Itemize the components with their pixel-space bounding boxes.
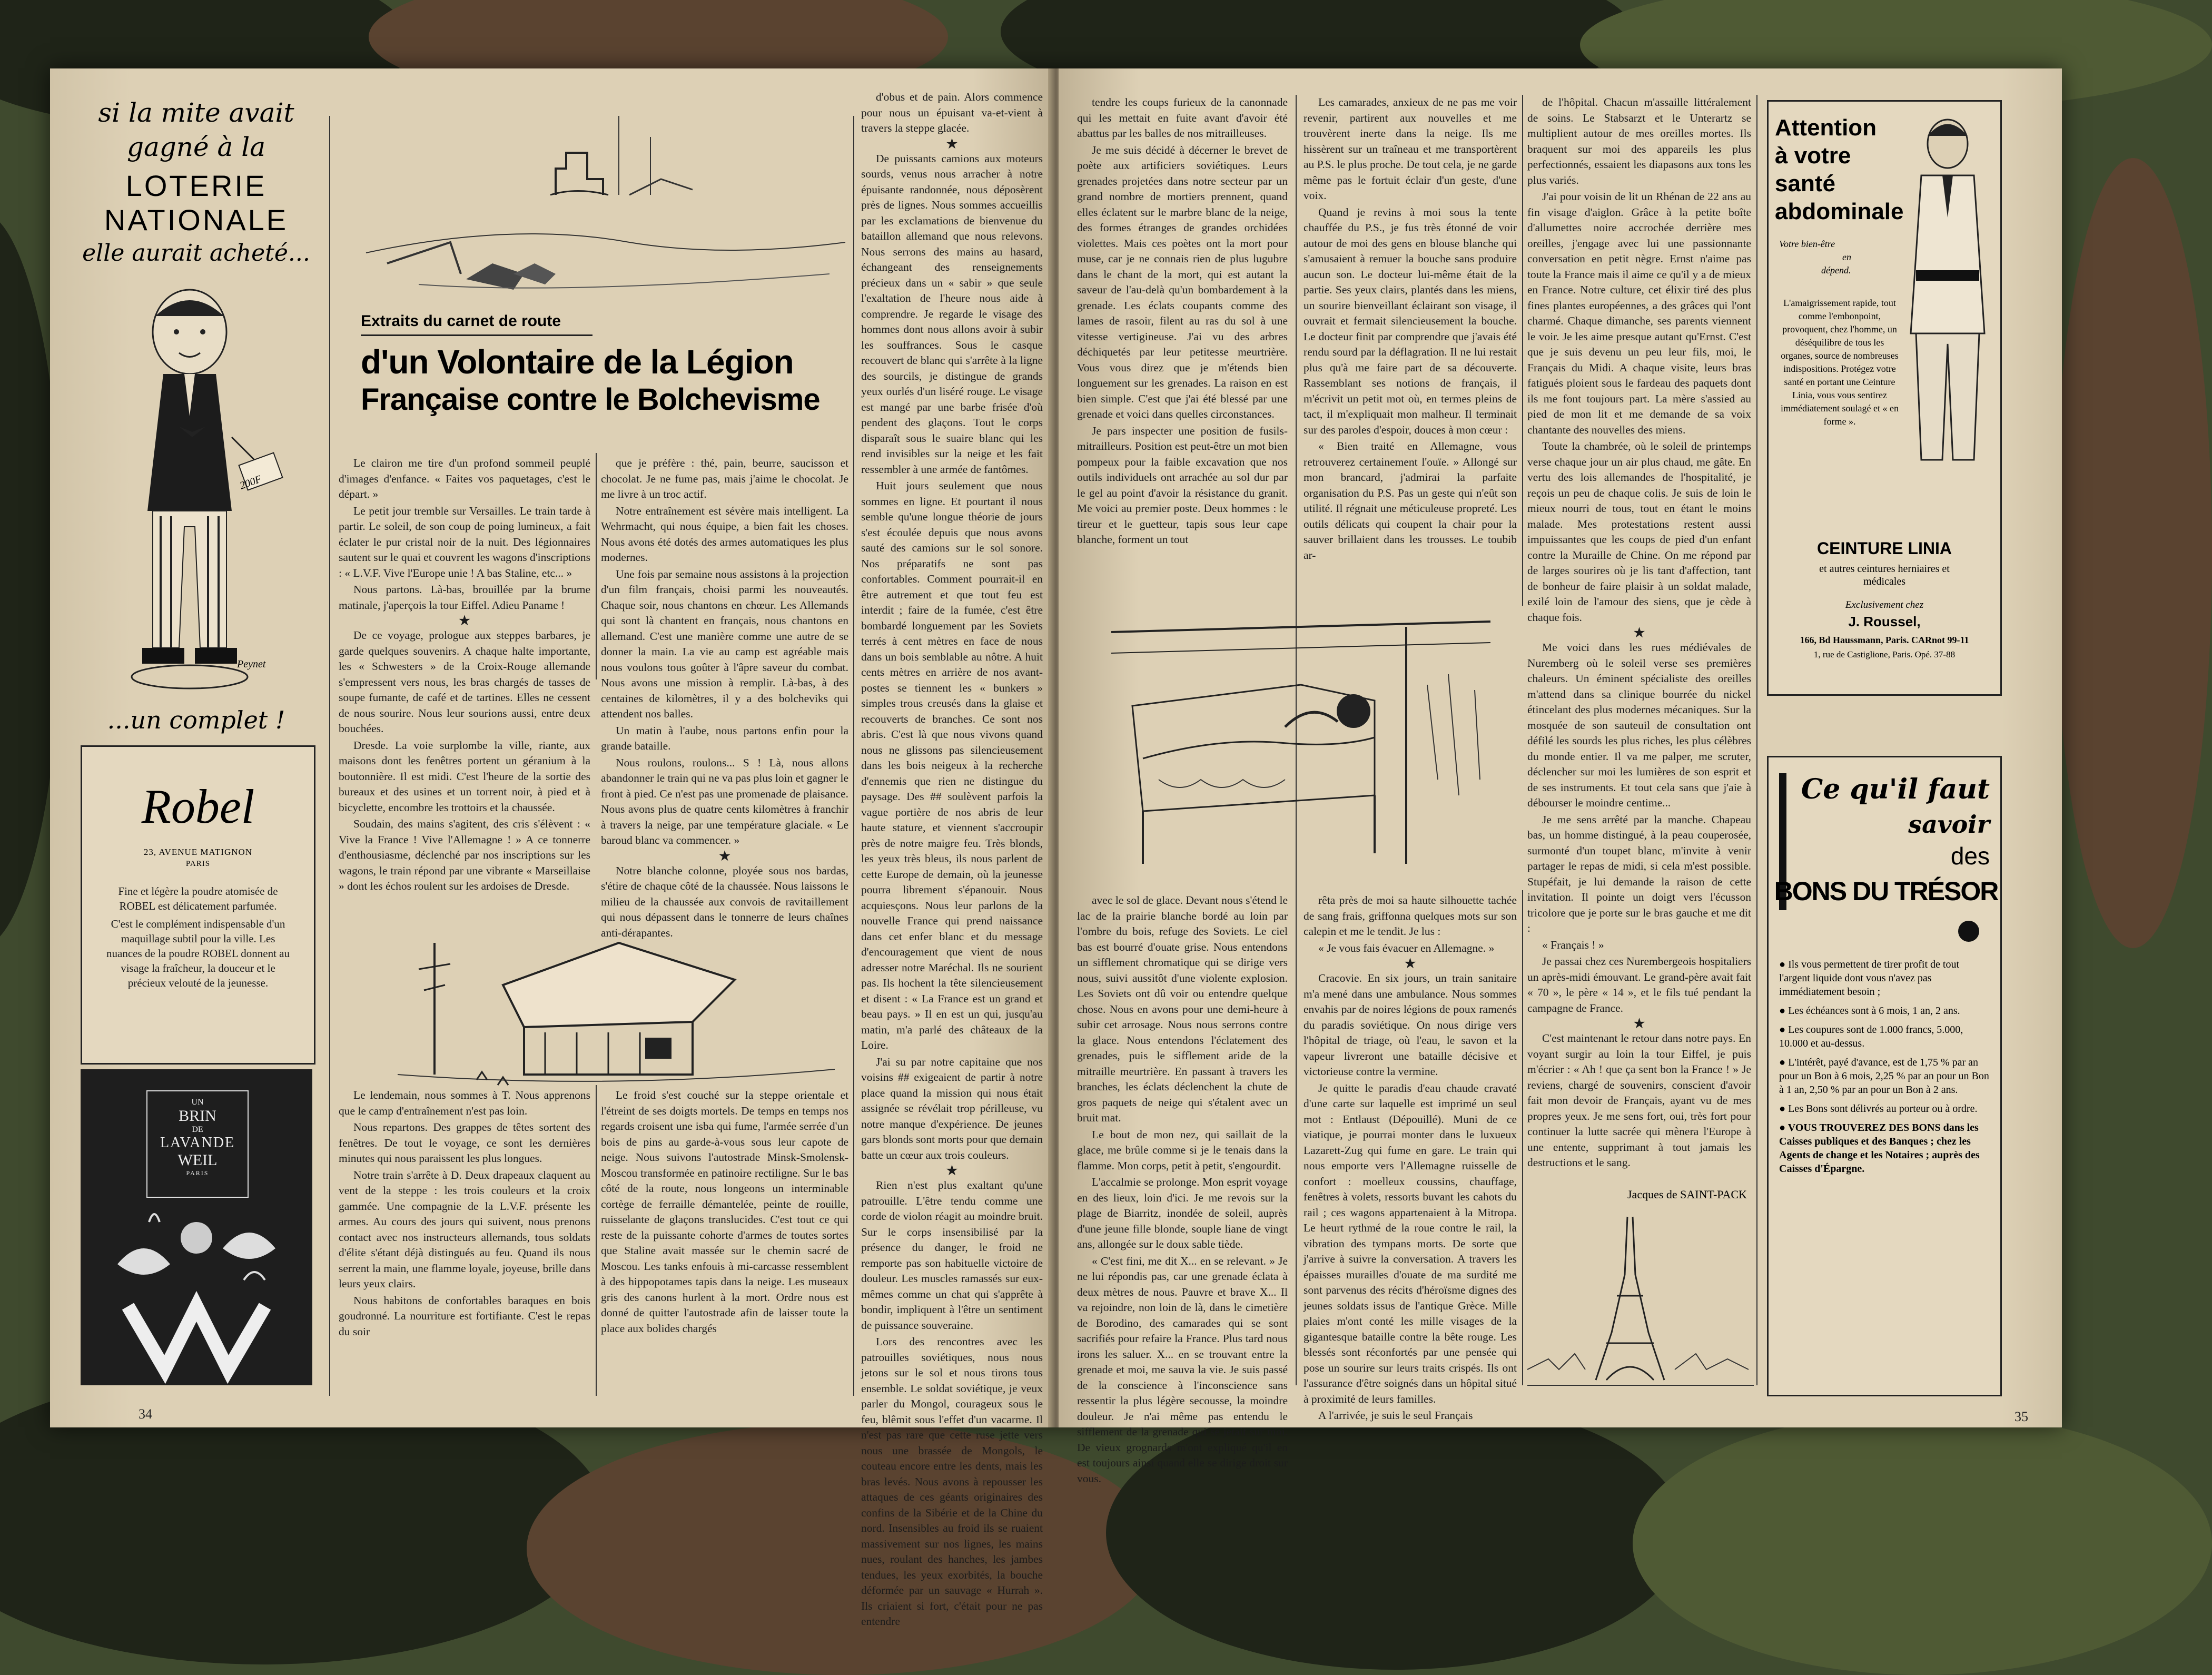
loterie-line4: NATIONALE: [104, 203, 289, 237]
tresor-item-text: Les coupures sont de 1.000 francs, 5.000, 10.000 et au-dessus.: [1779, 1024, 1963, 1049]
paragraph: Je me suis décidé à décerner le brevet de poète aux artificiers soviétiques. Leurs grenades projetées dans notre secteur par un grand nombre de mortiers prennent, quand elles éclatent sur le marbre blanc de la neige, des formes étranges de grandes orchidées violettes. Mais ces poètes ont la mort pour muse, car je ne connais rien de plus lugubre dans le chant de la mort, qui est autant la saveur de l'au-delà qu'un bombardement à la grenade. Les éclats coupants comme des lames de rasoir, filent au ras du sol à une vitesse vertigineuse. J'ai vu des arbres déchiquetés par leur petitesse meurtrière. Vous vous direz que je m'étends bien longuement sur les grenades. La raison en est bien simple. C'est que j'ai été blessé par une grenade et voici dans quelles circonstances.: [1077, 143, 1288, 420]
tresor-item: ● L'intérêt, payé d'avance, est de 1,75 % par an pour un Bon à 6 mois, 2,25 % par an pour un Bon à 1 an, 2,50 % par an pour un Bon à 2 ans.: [1779, 1057, 1989, 1096]
paragraph: Un matin à l'aube, nous partons enfin pour la grande bataille.: [601, 724, 848, 752]
linia-brand: CEINTURE LINIA: [1817, 539, 1952, 558]
loterie-price-tag: 200F: [238, 473, 263, 492]
robel-copy: [103, 884, 293, 1058]
paragraph: Une fois par semaine nous assistons à la projection d'un film français, choisi parmi les nouveautés. Chaque soir, nous chantons en chœur. Les Allemands qui sont là chantent en français, nous chantons en allemand. C'est une manière comme une autre de se donner la main. La vie au camp est agréable mais nous voulons tous goûter à l'âpre saveur du combat. Nous avons une mission à remplir. Là-bas, à des centaines de kilomètres, il y a des bolcheviks qui attendent nos balles.: [601, 567, 848, 720]
article-column-2: [601, 456, 848, 939]
loterie-line3: LOTERIE: [125, 169, 267, 202]
paragraph: que je préfère : thé, pain, beurre, saucisson et chocolat. Je ne fume pas, mais j'aime le chocolat. Je me livre à un troc actif.: [601, 457, 848, 500]
paragraph: Le bout de mon nez, qui saillait de la glace, me brûle comme si je le tenais dans la flamme. Mon corps, petit à petit, s'engourdit.: [1077, 1128, 1288, 1172]
article-signature: Jacques de SAINT-PACK: [1627, 1188, 1747, 1201]
tresor-item: ● Les coupures sont de 1.000 francs, 5.000, 10.000 et au-dessus.: [1779, 1024, 1963, 1049]
page-number-right: 35: [2014, 1409, 2028, 1424]
linia-sub: et autres ceintures herniaires et médicales: [1819, 563, 1950, 587]
lavande-l5: WEIL: [177, 1151, 218, 1169]
paragraph: Rien n'est plus exaltant qu'une patrouille. L'être tendu comme une corde de violon réagit au moindre bruit. Sur le corps insensibilisé par la présence du danger, le froid ne remporte pas son habituelle victoire de douleur. Les muscles ramassés sur eux-mêmes comme un chat qui s'apprête à bondir, impliquent à l'être un sentiment de puissance souveraine.: [861, 1179, 1043, 1332]
column-rule: [596, 453, 597, 679]
paragraph: Huit jours seulement que nous sommes en ligne. Et pourtant il nous semble qu'une longue théorie de jours s'est écoulée depuis que nous avons sauté des camions sur le sol sonore. Nos préparatifs ne sont pas confortables. Comment pourrait-il en être autrement et que tout feu est interdit ; faire de la fumée, c'est être bombardé longuement par les Soviets terrés à cent mètres en face de nous dans un bois semblable au nôtre. A huit cents mètres en arrière de nos avant-postes se tiennent les « bunkers » simples trous creusés dans la glaise et recouverts de branches. Ce sont nos abris. C'est là que nous vivons quand nous ne glissons pas silencieusement dans les bois neigeux à la recherche d'ennemis que rien ne distingue du paysage. Des ## soulèvent parfois la vague portière de nos abris de leur haute stature, et viennent s'accroupir près de notre maigre feu. Très blonds, les yeux très bleus, ils nous parlent de cette Europe de demain, où la jeunesse pourra librement s'épanouir. Nous acquiesçons. Nous leur parlons de la nouvelle France qui prend naissance dans cet enfer blanc et du message d'encouragement que vient de nous adresser notre Maréchal. Ils ne sourient pas. Ils hochent la tête silencieusement et disent : « La France est un grand et beau pays. » Il en est un qui, jusqu'au matin, m'a parlé des châteaux de la Loire.: [861, 479, 1043, 1051]
article-kicker: Extraits du carnet de route: [361, 312, 561, 330]
right-page: [1059, 68, 2062, 1485]
moth-man-illustration: [100, 279, 290, 701]
linia-side1: Votre bien-être: [1779, 239, 1835, 249]
paragraph: Me voici dans les rues médiévales de Nuremberg où le soleil verse ses premières chaleurs. Un éminent spécialiste des oreilles m'attend dans sa clinique bourrée du nickel étincelant des plus modernes mécaniques. Sur la mosquée de son sauteuil de consultation ont défilé les sourds les plus riches, les plus célèbres du monde entier. Il va me palper, me scruter, déclencher sur moi les lumières de son esprit et de ses instruments. Et tout cela sans que j'aie à débourser le moindre centime...: [1527, 641, 1751, 809]
section-star: ★: [946, 1164, 958, 1178]
section-star: ★: [459, 614, 470, 628]
linia-side3: dépend.: [1821, 265, 1851, 275]
linia-addr1: 166, Bd Haussmann, Paris. CARnot 99-11: [1800, 635, 1969, 645]
loterie-ad: [79, 90, 313, 737]
article-title-line1: d'un Volontaire de la Légion: [361, 343, 794, 381]
page-number-left: 34: [139, 1406, 152, 1422]
robel-brand: Robel: [141, 780, 255, 833]
paragraph: Le lendemain, nous sommes à T. Nous apprenons que le camp d'entraînement n'est pas loin.: [339, 1089, 590, 1117]
robel-p1: Fine et légère la poudre atomisée de ROBEL est délicatement parfumée.: [118, 885, 278, 912]
column-rule: [1522, 890, 1523, 1385]
paragraph: avec le sol de glace. Devant nous s'étend le lac de la prairie blanche bordé au loin par l'ombre du bois, refuge des Soviets. Le ciel bas est bourré d'ouate grise. Nous entendons un sifflement chromatique qui se dirige vers nous, suivi aussitôt d'une violente explosion. Les Soviets ont dû voir ou entendre quelque chose. Nous en avons pour une demi-heure à subir cet arrosage. Nous nous serrons contre la glace. Nous entendons l'éclatement des grenades, puis le sifflement aride de la mitraille meurtrière. En passant à travers les branches, les éclats déclenchent la chute de gros paquets de neige qui s'étalent avec un bruit mat.: [1077, 894, 1288, 1124]
column-rule: [1756, 95, 1757, 1385]
paragraph: C'est maintenant le retour dans notre pays. En voyant surgir au loin la tour Eiffel, je puis m'écrier : « Ah ! que ça sent bon la France ! » Je reviens, chargé de souvenirs, conscient d'avoir fait mon devoir de Français, ayant vu de mes propres yeux. Je me sens fort, oui, très fort pour continuer la lutte sacrée qui mènera l'Europe à une entente, supprimant à tout jamais les destructions et le sang.: [1527, 1032, 1751, 1169]
linia-h4: abdominale: [1775, 199, 1904, 224]
paragraph: Je me sens arrêté par la manche. Chapeau bas, un homme distingué, à la peau couperosée, surmonté d'un toupet blanc, m'invite à venir partager le repas de midi, si cela m'est possible. Stupéfait, je lui demande la raison de cette invitation. Il pointe un doigt vers l'écusson tricolore que je porte sur le bras gauche et me dit :: [1527, 813, 1751, 934]
lavande-flowers-illustration: [96, 1201, 297, 1375]
lavande-l1: UN: [191, 1098, 204, 1107]
article-column-1-bottom: [339, 1088, 590, 1398]
paragraph: Notre train s'arrête à D. Deux drapeaux claquent au vent de la steppe : les trois couleurs et la croix gammée. Une compagnie de la L.V.F. présente les armes. Au cours des jours qui suivent, nous prenons contact avec nos instructeurs allemands, tous soldats d'élite s'étant déjà distingués au feu. Quand ils nous serrent la main, une flamme loyale, joyeuse, brille dans leurs yeux clairs.: [339, 1168, 590, 1290]
paragraph: Notre blanche colonne, ployée sous nos bardas, s'étire de chaque côté de la chaussée. Nous laissons le milieu de la chaussée aux convois de ravitaillement qui nous dépassent dans le tonnerre de leurs chaînes anti-dérapantes.: [601, 864, 848, 939]
paragraph: Les camarades, anxieux de ne pas me voir revenir, partirent aux nouvelles et me trouvèrent inerte dans la neige. Ils me hissèrent sur un traîneau et me transportèrent au P.S. le plus proche. De tout cela, je ne garde même pas le fortuit éclair d'un geste, d'une voix.: [1303, 96, 1517, 202]
section-star: ★: [946, 137, 958, 151]
magazine-spread: [50, 68, 2062, 1628]
lavande-l2: BRIN: [179, 1107, 216, 1125]
column-rule: [853, 116, 854, 1396]
man-in-suit-illustration: [1895, 112, 1995, 465]
kicker-rule: [361, 334, 592, 336]
paragraph: De puissants camions aux moteurs sourds, venus nous arracher à notre épuisante randonnée, nous déposèrent près de lignes. Nous sommes accueillis par les exclamations de bienvenue du bataillon allemand que nous relevons. Nous serrons des mains au hasard, échangeant des renseignements précieux dans un « sabir » que seule l'exaltation de l'heure nous aide à comprendre. Je regarde le visage des hommes dont nous allons avoir à subir les souffrances. Sous le casque recouvert de blanc qui s'arrête à la ligne des sourcils, je distingue de grands yeux ourlés d'un liséré rouge. Le visage est mangé par une barbe frisée d'où pendent des glaçons. Tout le corps disparaît sous le suaire blanc qui les rend invisibles sur la neige et les fait ressembler à une armée de fantômes.: [861, 152, 1043, 476]
snowy-battlefield-sketch: [355, 116, 851, 311]
lavande-l6: PARIS: [186, 1169, 209, 1177]
loterie-signature: Peynet: [237, 658, 266, 670]
paragraph: A l'arrivée, je suis le seul Français: [1318, 1409, 1473, 1422]
paragraph: Nous habitons de confortables baraques en bois goudronné. La nourriture est fortifiante. C'est le repas du soir: [339, 1294, 590, 1338]
section-star: ★: [1404, 957, 1416, 971]
camo-blob: [2054, 158, 2212, 948]
article-column-3: [861, 90, 1043, 1628]
linia-side2: en: [1842, 252, 1851, 262]
paragraph: Soudain, des mains s'agitent, des cris s'élèvent : « Vive la France ! Vive l'Allemagne ! » A ce tonnerre d'enthousiasme, déclenché par nos inscriptions sur les wagons, le train répond par une vibrante « Marseillaise » dont les échos roulent sur les ardoises de Dresde.: [339, 817, 590, 892]
linia-h3: santé: [1775, 171, 1835, 196]
paragraph: Notre entraînement est sévère mais intelligent. La Wehrmacht, qui nous équipe, a bien fait les choses. Nous avons été dotés des armes automatiques les plus modernes.: [601, 504, 848, 564]
section-star: ★: [1633, 626, 1645, 640]
camo-blob: [1633, 1412, 2212, 1675]
article-column-5: [1303, 95, 1517, 608]
paragraph: « Français ! »: [1542, 938, 1604, 951]
paragraph: « Bien traité en Allemagne, vous retrouverez certainement l'ouïe. » Allongé sur mon brancard, j'admirai la parfaite organisation du P.S. Pas un geste qui n'eût son utilité. Il régnait une méticuleuse propreté. Les outils délicats qui coupent la chair pour la sauver brillaient dans les trousses. Le toubib ar-: [1303, 440, 1517, 561]
robel-address-1: 23, AVENUE MATIGNON: [143, 847, 253, 857]
article-column-4: [1077, 95, 1288, 608]
lavande-l4: LAVANDE: [160, 1135, 235, 1151]
tresor-h3: des: [1950, 842, 1990, 870]
article-column-2-bottom: [601, 1088, 848, 1398]
paragraph: Quand je revins à moi sous la tente chauffée du P.S., je fus très étonné de voir autour de moi des gens en blouse blanche qui s'amusaient à remuer la bouche sans produire aucun son. Le docteur lui-même était de la partie. Ses yeux clairs, plantés dans les miens, un sourire bienveillant éclairant son visage, il ouvrait et fermait silencieusement la bouche. Le docteur finit par comprendre que j'avais été rendu sourd par la déflagration. Il ne lui restait plus qu'à me faire part de sa découverte. Rassemblant ses notions de français, il m'écrivit un petit mot où, en termes pleins de tact, il m'expliquait mon malheur. Il terminait sur des paroles d'espoir, douces à mon cœur :: [1303, 205, 1517, 436]
camo-blob: [527, 1422, 1159, 1675]
paragraph: Je pars inspecter une position de fusils-mitrailleurs. Position est peut-être un mot bien pompeux pour la faible excavation que nos outils individuels ont arrachée au sol dur par le gel au point d'avoir la résistance du granit. Me voici au premier poste. Deux hommes : le tireur et le guetteur, tapis sous leur cape blanche, forment un tout: [1077, 424, 1288, 546]
linia-excl: Exclusivement chez: [1845, 599, 1924, 610]
paragraph: tendre les coups furieux de la canonnade qui les mettait en fuite avant d'avoir été abattus par les balles de nos mitrailleuses.: [1077, 96, 1288, 140]
paragraph: Le petit jour tremble sur Versailles. Le train tarde à partir. Le soleil, de son coup de poing lumineux, a fait éclater le pur cristal noir de la nuit. Des légionnaires sautent sur le quai et couvrent les wagons d'inscriptions : « L.V.F. Vive l'Europe unie ! A bas Staline, etc... »: [339, 504, 590, 579]
tresor-h1: Ce qu'il faut: [1801, 773, 1990, 805]
hospital-bed-sketch: [1111, 622, 1501, 874]
column-rule: [596, 1085, 597, 1396]
paragraph: Nous repartons. Des grappes de têtes sortent des fenêtres. De tout le voyage, ce sont les dernières minutes qui nous paraissent les plus longues.: [339, 1121, 590, 1165]
article-column-5-bottom: [1303, 893, 1517, 1422]
tresor-item-text: VOUS TROUVEREZ DES BONS dans les Caisses publiques et des Banques ; chez les Agents de change et les Notaires ; auprès des Caisses d'Épargne.: [1779, 1122, 1980, 1175]
lavande-weil-ad: [81, 1069, 312, 1385]
tresor-items: [1779, 958, 1990, 1181]
tresor-item: ● Ils vous permettent de tirer profit de tout l'argent liquide dont vous n'avez pas immédiatement besoin ;: [1779, 959, 1960, 998]
paragraph: Le clairon me tire d'un profond sommeil peuplé d'images d'enfance. « Faites vos paquetages, c'est le départ. »: [339, 457, 590, 500]
paragraph: Le froid s'est couché sur la steppe orientale et l'étreint de ses doigts mortels. De temps en temps nos regards croisent une isba qui fume, l'armée serrée d'un bois de pins au garde-à-vous sous leur capote de neige. Nous suivons l'autostrade Minsk-Smolensk-Moscou transformée en patinoire rectiligne. Sur le bas côté de la route, nous longeons un interminable cortège de ferraille démantelée, peinte de rouille, ruisselante de glaçons translucides. C'est tout ce qui reste de la puissante cohorte d'armes de toutes sortes que Staline avait massée sur le chemin sacré de Moscou. Les tanks enfouis à mi-carcasse ressemblent à des hippopotames tapis dans la neige. Les museaux gris des canons hurlent à la mort. Ordre nous est donné de quitter l'autostrade afin de laisser toute la place aux bolides chargés: [601, 1089, 848, 1335]
robel-address-2: PARIS: [185, 860, 211, 868]
tresor-h2: savoir: [1908, 810, 1990, 839]
bons-du-tresor-ad: [1767, 756, 2002, 1396]
paragraph: Je passai chez ces Nurembergeois hospitaliers un après-midi émouvant. Le grand-père avait fait « 70 », le père « 14 », et le fils tué pendant la campagne de France.: [1527, 955, 1751, 1014]
article-column-6: [1527, 95, 1751, 1185]
loterie-line5: elle aurait acheté...: [82, 240, 310, 267]
robel-ad: [81, 745, 315, 1065]
paragraph: Lors des rencontres avec les patrouilles soviétiques, nous nous jetons sur le sol et nous tirons tous ensemble. Le soldat soviétique, je veux parler du Mongol, courageux sous le feu, blêmit sous l'effet d'un vacarme. Il n'est pas rare que cette ruse jette vers nous une brassée de Mongols, le couteau encore entre les dents, mais les bras levés. Nous avons à repousser les attaques de ces géants originaires des confins de la Sibérie et de la Chine du nord. Insensibles au froid ils se ruaient massivement sur nos lignes, les mains nues, roulant des hanches, les jambes tendues, les yeux exorbités, la bouche déformée par un sauvage « Hurrah ». Ils criaient si fort, c'était pour ne pas entendre: [861, 1335, 1043, 1628]
linia-addr2: 1, rue de Castiglione, Paris. Opé. 37-88: [1813, 649, 1956, 659]
tresor-item: ● VOUS TROUVEREZ DES BONS dans les Caisses publiques et des Banques ; chez les Agents de change et les Notaires ; auprès des Caisses d'Épargne.: [1779, 1122, 1980, 1175]
paragraph: Nous partons. Là-bas, brouillée par la brume matinale, j'aperçois la tour Eiffel. Adieu Paname !: [339, 583, 590, 612]
paragraph: d'obus et de pain. Alors commence pour nous un épuisant va-et-vient à travers la steppe glacée.: [861, 91, 1043, 134]
tresor-item-text: L'intérêt, payé d'avance, est de 1,75 % par an pour un Bon à 6 mois, 2,25 % par an pour un Bon à 1 an, 2,50 % par an pour un Bon à 2 ans.: [1779, 1057, 1989, 1096]
paragraph: L'accalmie se prolonge. Mon esprit voyage en des lieux, loin d'ici. Je me revois sur la plage de Biarritz, inondée de soleil, auprès d'une jeune fille blonde, souple liane de vingt ans, allongée sur le doux sable tiède.: [1077, 1176, 1288, 1250]
paragraph: « Je vous fais évacuer en Allemagne. »: [1318, 941, 1495, 954]
eiffel-tower-sketch: [1527, 1211, 1754, 1391]
tresor-item: ● Les Bons sont délivrés au porteur ou à ordre.: [1779, 1103, 1978, 1115]
paragraph: J'ai su par notre capitaine que nos voisins ## exigeaient de partir à notre place quand la mission qui nous était assignée se révélait trop périlleuse, vu notre manque d'expérience. De jeunes gars blonds sont morts pour que demain batte un cœur aux trois couleurs.: [861, 1055, 1043, 1161]
linia-name: J. Roussel,: [1848, 614, 1921, 629]
paragraph: Dresde. La voie surplombe la ville, riante, aux maisons dont les fenêtres portent un géranium à la boutonnière. Il est midi. C'est l'heure de la sortie des bureaux et des usines et un torrent noir, à pied et à bicyclette, encombre les trottoirs et la chaussée.: [339, 738, 590, 814]
paragraph: J'ai pour voisin de lit un Rhénan de 22 ans au fin visage d'aiglon. Grâce à la petite boîte d'allumettes noire accrochée derrière mes oreilles, j'engage avec lui une passionnante conversation en petit nègre. Ernst n'aime pas toute la France mais il aime ce qu'il y a de mieux en France. Notre culture, cet élixir tiré des plus fines plantes européennes, a des grâces qui l'ont charmé. Chaque dimanche, ses parents viennent le voir. Je les aime presque autant qu'Ernst. C'est que je suis devenu un peu leur fils, moi, le Français du Midi. A chaque visite, leurs bras fatigués ploient sous le fardeau des paquets dont ils me font toujours part. La mère s'assied au pied de mon lit et me demande de sa voix chantante des nouvelles des miens.: [1527, 190, 1751, 436]
ceinture-linia-ad: [1767, 100, 2002, 696]
paragraph: Toute la chambrée, où le soleil de printemps verse chaque jour un air plus chaud, me gâte. En vertu des lois allemandes de l'hospitalité, je reçois un peu de chaque colis. Je suis de loin le mieux nourri de tous, tout en étant le moins malade. Mes protestations restent aussi impuissantes que les coups de pied d'un enfant contre la Muraille de Chine. On me répond par de larges sourires où je lis tant d'affection, tant de bonheur de faire plaisir à un soldat malade, exilé loin de l'amour des siens, que je cède à chaque fois.: [1527, 440, 1751, 624]
tresor-item-text: Les Bons sont délivrés au porteur ou à ordre.: [1788, 1103, 1978, 1115]
tresor-h4: BONS DU TRÉSOR: [1774, 876, 1998, 906]
column-rule: [329, 116, 330, 1396]
paragraph: Je quitte le paradis d'eau chaude cravaté d'une carte sur laquelle est imprimé un seul mot : Entlaust (Dépouillé). Muni de ce viatique, je pourrai monter dans le luxueux Lazarett-Zug qui fume en gare. Le train qui nous emporte vers l'Allemagne ruisselle de confort : moelleux coussins, chauffage, fenêtres à volets, ressorts buvant les cahots du rail ; ces wagons appartenaient à la Mitropa. Le heurt rythmé de la roue contre le rail, la vibration des tympans morts. De sorte que j'arrive à suivre la conversation. A travers les épaisses murailles d'ouate de ma surdité me sont parvenus des récits d'héroïsme dignes des jeunes soldats issus de l'antique Grèce. Mille plaies m'ont conté les mille visages de la gigantesque bataille contre la bête rouge. Les blessés sont réconfortés par une pensée qui pose un sourire sur leurs traits crispés. Ils ont l'assurance d'être soignés dans un hôpital situé à proximité de leurs familles.: [1303, 1081, 1517, 1405]
paragraph: de l'hôpital. Chacun m'assaille littéralement de soins. Le Stabsarzt et le Unterartz se multiplient autour de mes oreilles mortes. Ils braquent sur moi des appareils les plus perfectionnés, essaient les diapasons aux tons les plus variés.: [1527, 96, 1751, 186]
paragraph: Nous roulons, roulons... S ! Là, nous allons abandonner le train qui ne va pas plus loin et gagner le front à pied. Ce n'est pas une promenade de plaisance. Nous avons plus de quatre cents kilomètres à franchir à travers la neige, par une température glaciale. « Le baroud blanc va commencer. »: [601, 756, 848, 846]
column-rule: [1522, 95, 1523, 606]
linia-h1: Attention: [1775, 115, 1877, 141]
article-column-4-bottom: [1077, 893, 1288, 1485]
tresor-big-dot: [1958, 921, 1979, 942]
linia-body: L'amaigrissement rapide, tout comme l'embonpoint, provoquent, chez l'homme, un déséquilibre de tous les organes, source de nombreuses indispositions. Protégez votre santé en portant une Ceinture Linia, vous vous sentirez immédiatement soulagé et « en forme ».: [1781, 298, 1899, 427]
linia-h2: à votre: [1775, 143, 1851, 169]
paragraph: rêta près de moi sa haute silhouette tachée de sang frais, griffonna quelques mots sur son calepin et me le tendit. Je lus :: [1303, 894, 1517, 938]
tresor-item: ● Les échéances sont à 6 mois, 1 an, 2 ans.: [1779, 1005, 1960, 1017]
paragraph: Cracovie. En six jours, un train sanitaire m'a mené dans une ambulance. Nous sommes envahis par de noires légions de poux ramenés du paradis soviétique. On nous dirige vers l'hôpital de triage, où l'eau, le savon et la vapeur livreront une bataille décisive et victorieuse contre la vermine.: [1303, 972, 1517, 1078]
paragraph: « C'est fini, me dit X... en se relevant. » Je ne lui répondis pas, car une grenade éclata à deux mètres de nous. Pauvre et brave X... Il va rejoindre, non loin de là, dans le cimetière de Borodino, des camarades qui se sont sacrifiés pour refaire la France. Plus tard nous irons les saluer. X... en se trouvant entre la grenade et moi, me sauva la vie. Je suis passé de la conscience à l'inconscience sans ressentir la plus légère secousse, la moindre douleur. Je n'ai même pas entendu le sifflement de la grenade qui se jetait sur moi. De vieux grognards m'ont expliqué qu'il en est toujours ainsi quand elle se dirige droit sur vous.: [1077, 1254, 1288, 1485]
article-title-line2: Française contre le Bolchevisme: [361, 382, 820, 417]
lavande-label: [146, 1090, 249, 1198]
robel-p2: C'est le complément indispensable d'un maquillage subtil pour la ville. Les nuances de la poudre ROBEL donnent au visage la fraîcheur, la douceur et le précieux velouté de la jeunesse.: [106, 918, 290, 989]
section-star: ★: [719, 849, 730, 863]
section-star: ★: [1633, 1017, 1645, 1031]
loterie-footer: ...un complet !: [107, 706, 285, 734]
tresor-item-text: Ils vous permettent de tirer profit de tout l'argent liquide dont vous n'avez pas immédiatement besoin ;: [1779, 959, 1960, 998]
loterie-line1: si la mite avait: [98, 97, 294, 128]
lavande-l3: DE: [192, 1125, 203, 1134]
tresor-item-text: Les échéances sont à 6 mois, 1 an, 2 ans.: [1788, 1005, 1960, 1017]
loterie-line2: gagné à la: [126, 132, 265, 162]
izba-sketch: [398, 901, 835, 1096]
left-page: [50, 68, 1053, 1628]
paragraph: De ce voyage, prologue aux steppes barbares, je garde quelques souvenirs. A chaque halte importante, les « Schwesters » de la Croix-Rouge allemande s'empressent vers nous, les bras chargés de tasses de soupe fumante, de café et de tartines. Elles ne cessent de nous sourire. Nous leur sourions aussi, entre deux bouchées.: [339, 629, 590, 735]
